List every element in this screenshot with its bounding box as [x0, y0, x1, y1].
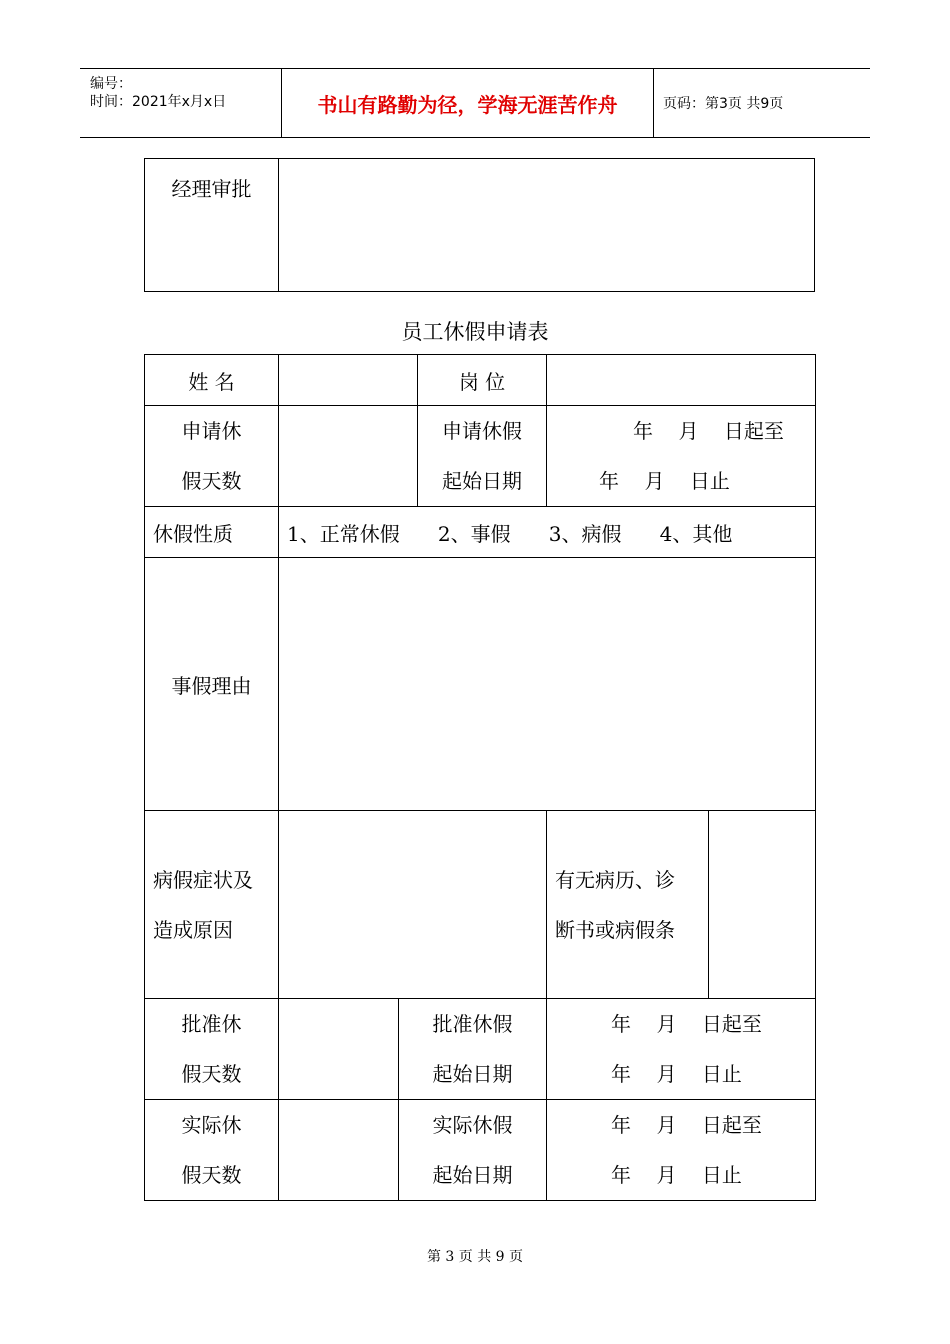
approved-days-field[interactable] — [279, 999, 399, 1100]
name-label: 姓 名 — [145, 355, 279, 406]
actual-date-end: 年 月 日止 — [611, 1163, 742, 1187]
actual-date-label — [399, 1100, 547, 1201]
approved-date-end: 年 月 日止 — [611, 1062, 742, 1086]
post-field[interactable] — [547, 355, 816, 406]
approved-days-label — [145, 999, 279, 1100]
approved-days-label-line1: 批准休 — [181, 1012, 242, 1036]
medical-record-label-line1: 有无病历、诊 — [555, 867, 676, 892]
actual-days-field[interactable] — [279, 1100, 399, 1201]
requested-days-label-line1: 申请休 — [181, 419, 242, 443]
actual-date-label-line2: 起始日期 — [432, 1163, 513, 1187]
medical-record-label — [547, 811, 709, 999]
actual-date-start: 年 月 日起至 — [611, 1113, 762, 1137]
approved-date-field[interactable] — [547, 999, 816, 1100]
page-header — [80, 68, 870, 138]
requested-date-field[interactable] — [547, 406, 816, 507]
requested-date-end: 年 月 日止 — [599, 469, 730, 493]
personal-leave-reason-label: 事假理由 — [145, 558, 279, 811]
name-field[interactable] — [279, 355, 418, 406]
leave-type-options[interactable]: 1、正常休假 2、事假 3、病假 4、其他 — [279, 507, 816, 558]
post-label: 岗 位 — [418, 355, 547, 406]
actual-date-label-line1: 实际休假 — [432, 1113, 513, 1137]
time-label: 时间：2021年x月x日 — [90, 94, 227, 110]
leave-type-label: 休假性质 — [145, 507, 279, 558]
requested-date-label-line1: 申请休假 — [442, 419, 522, 443]
actual-days-label — [145, 1100, 279, 1201]
sick-symptoms-label — [145, 811, 279, 999]
number-label: 编号： — [90, 76, 132, 92]
requested-date-start: 年 月 日起至 — [633, 419, 784, 443]
approved-date-label — [399, 999, 547, 1100]
requested-days-label — [145, 406, 279, 507]
requested-days-field[interactable] — [279, 406, 418, 507]
requested-date-label — [418, 406, 547, 507]
sick-symptoms-field[interactable] — [279, 811, 547, 999]
approved-date-label-line2: 起始日期 — [432, 1062, 513, 1086]
actual-days-label-line2: 假天数 — [181, 1163, 242, 1187]
manager-approval-table — [144, 158, 815, 292]
sick-symptoms-label-line2: 造成原因 — [153, 917, 233, 942]
sick-symptoms-label-line1: 病假症状及 — [153, 867, 253, 892]
personal-leave-reason-field[interactable] — [279, 558, 816, 811]
approved-date-label-line1: 批准休假 — [432, 1012, 513, 1036]
form-title: 员工休假申请表 — [401, 320, 549, 344]
actual-days-label-line1: 实际休 — [181, 1113, 242, 1137]
header-motto: 书山有路勤为径，学海无涯苦作舟 — [282, 69, 654, 137]
page-footer: 第 3 页 共 9 页 — [426, 1249, 524, 1265]
medical-record-label-line2: 断书或病假条 — [555, 917, 676, 942]
leave-application-form — [144, 354, 816, 1201]
medical-record-field[interactable] — [709, 811, 816, 999]
header-page-info: 页码：第3页 共9页 — [663, 96, 784, 112]
header-meta — [80, 69, 282, 137]
manager-approval-field[interactable] — [279, 159, 815, 292]
approved-date-start: 年 月 日起至 — [611, 1012, 762, 1036]
approved-days-label-line2: 假天数 — [181, 1062, 242, 1086]
requested-date-label-line2: 起始日期 — [442, 469, 522, 493]
actual-date-field[interactable] — [547, 1100, 816, 1201]
manager-approval-label: 经理审批 — [145, 159, 279, 292]
requested-days-label-line2: 假天数 — [181, 469, 242, 493]
